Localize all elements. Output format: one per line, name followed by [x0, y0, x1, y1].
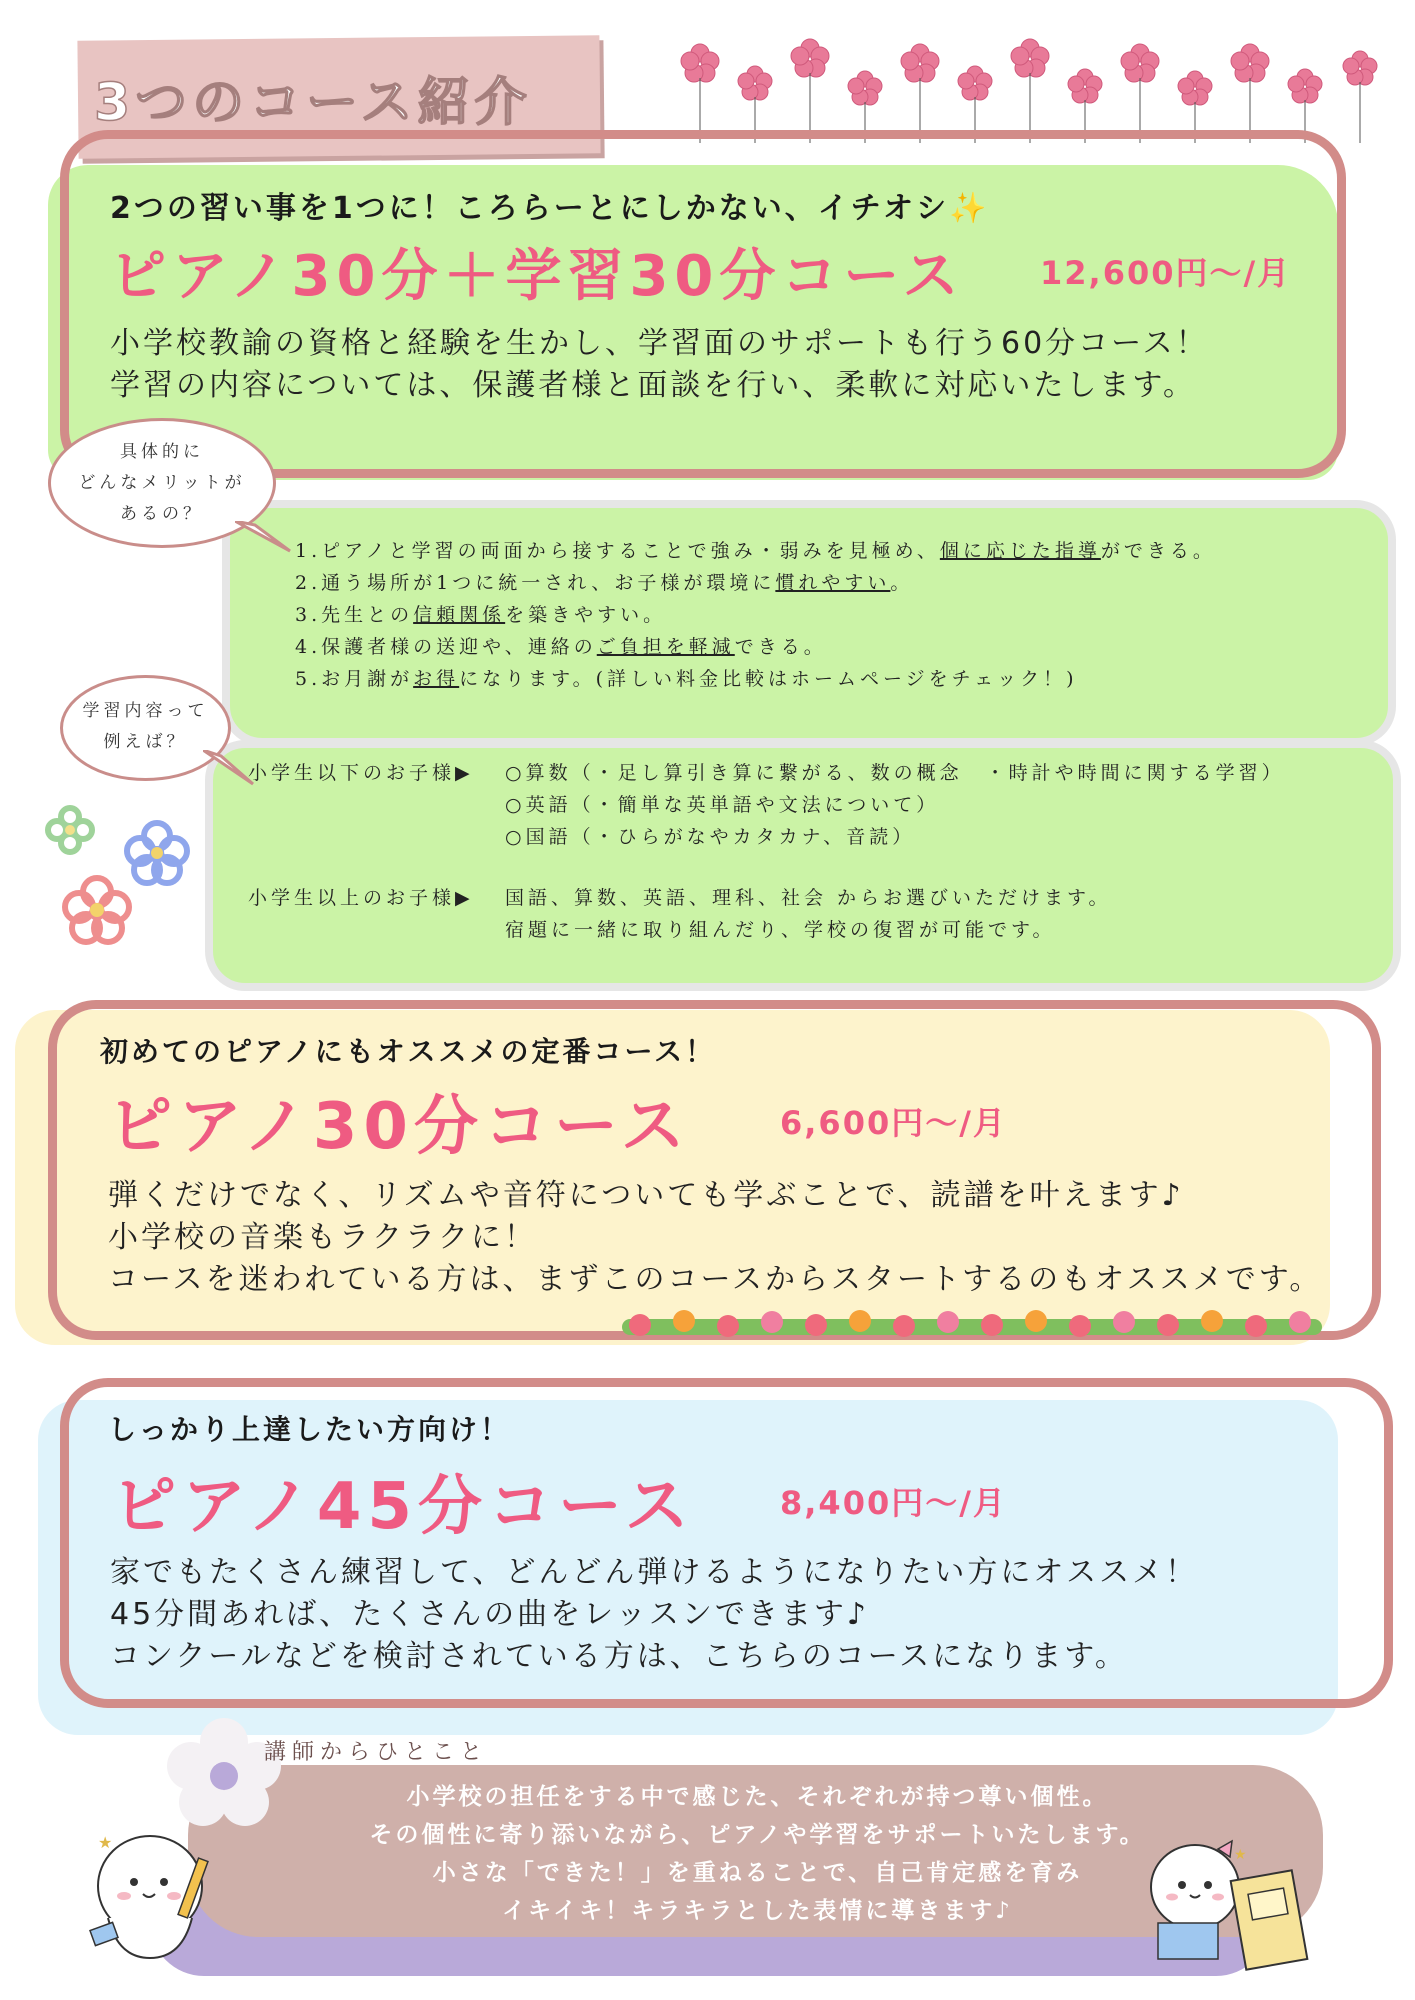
upper-grade-label: 小学生以上のお子様▶ — [248, 887, 474, 909]
list-item: 4.保護者様の送迎や、連絡のご負担を軽減できる。 — [295, 636, 827, 658]
list-item: 3.先生との信頼関係を築きやすい。 — [295, 604, 667, 626]
flower-garland-icon — [622, 1305, 1332, 1345]
course2-name: ピアノ30分コース — [108, 1090, 691, 1164]
course2-catchphrase: 初めてのピアノにもオススメの定番コース！ — [100, 1035, 717, 1068]
list-item: 5.お月謝がお得になります。(詳しい料金比較はホームページをチェック！) — [295, 668, 1078, 690]
flower-border-top — [670, 28, 1400, 143]
course1-description: 小学校教諭の資格と経験を生かし、学習面のサポートも行う60分コース！ 学習の内容については、保護者様と面談を行い、柔軟に対応いたします。 — [110, 326, 1209, 403]
course1-price: 12,600円〜/月 — [1040, 254, 1292, 292]
pastel-flowers-icon — [35, 795, 210, 955]
course3-price: 8,400円〜/月 — [780, 1484, 1007, 1522]
svg-text:★: ★ — [1234, 1847, 1247, 1863]
course2-description: 弾くだけでなく、リズムや音符についても学ぶことで、読譜を叶えます♪ 小学校の音楽もラクラクに！ コースを迷われている方は、まずこのコースからスタートするのもオススメです。 — [108, 1178, 1323, 1297]
teacher-comment-label: 講師からひとこと — [264, 1740, 489, 1765]
course1-catchphrase: 2つの習い事を1つに！ころらーとにしかない、イチオシ✨ — [110, 191, 990, 226]
list-item: 1.ピアノと学習の両面から接することで強み・弱みを見極め、個に応じた指導ができる。 — [295, 540, 1216, 562]
list-item: 2.通う場所が1つに統一され、お子様が環境に慣れやすい。 — [295, 572, 914, 594]
sparkle-icon: ✨ — [949, 191, 990, 226]
speech-bubble-learning: 学習内容って 例えば？ — [60, 675, 231, 781]
course1-name: ピアノ30分＋学習30分コース — [110, 244, 965, 309]
teacher-comment-text: 小学校の担任をする中で感じた、それぞれが持つ尊い個性。 その個性に寄り添いながら、ピアノや学習をサポートいたします。 小さな「できた！」を重ねることで、自己肯定感を育み イキイキ！キラキラとした表情に導きます♪ — [369, 1784, 1146, 1924]
course2-price: 6,600円〜/月 — [780, 1104, 1007, 1142]
course3-name: ピアノ45分コース — [112, 1470, 695, 1544]
page-title: 3つのコース紹介 — [94, 73, 532, 133]
upper-grade-items: 国語、算数、英語、理科、社会 からお選びいただけます。 宿題に一緒に取り組んだり、学校の復習が可能です。 — [505, 887, 1112, 941]
mascot-with-book-icon — [1140, 1835, 1310, 1975]
course3-description: 家でもたくさん練習して、どんどん弾けるようになりたい方にオススメ！ 45分間あれば、たくさんの曲をレッスンできます♪ コンクールなどを検討されている方は、こちらのコースになります。 — [110, 1555, 1199, 1674]
mascot-with-pencil-icon — [88, 1818, 218, 1968]
lower-grade-label: 小学生以下のお子様▶ — [248, 762, 474, 784]
merits-list — [295, 535, 1216, 695]
course3-catchphrase: しっかり上達したい方向け！ — [108, 1413, 512, 1446]
bubble-tail-icon — [235, 521, 295, 561]
svg-text:★: ★ — [98, 1833, 113, 1852]
lower-grade-items: ○算数（・足し算引き算に繋がる、数の概念 ・時計や時間に関する学習） ○英語（・簡単な英単語や文法について） ○国語（・ひらがなやカタカナ、音読） — [505, 762, 1285, 848]
speech-bubble-merits: 具体的に どんなメリットが あるの？ — [48, 418, 276, 548]
